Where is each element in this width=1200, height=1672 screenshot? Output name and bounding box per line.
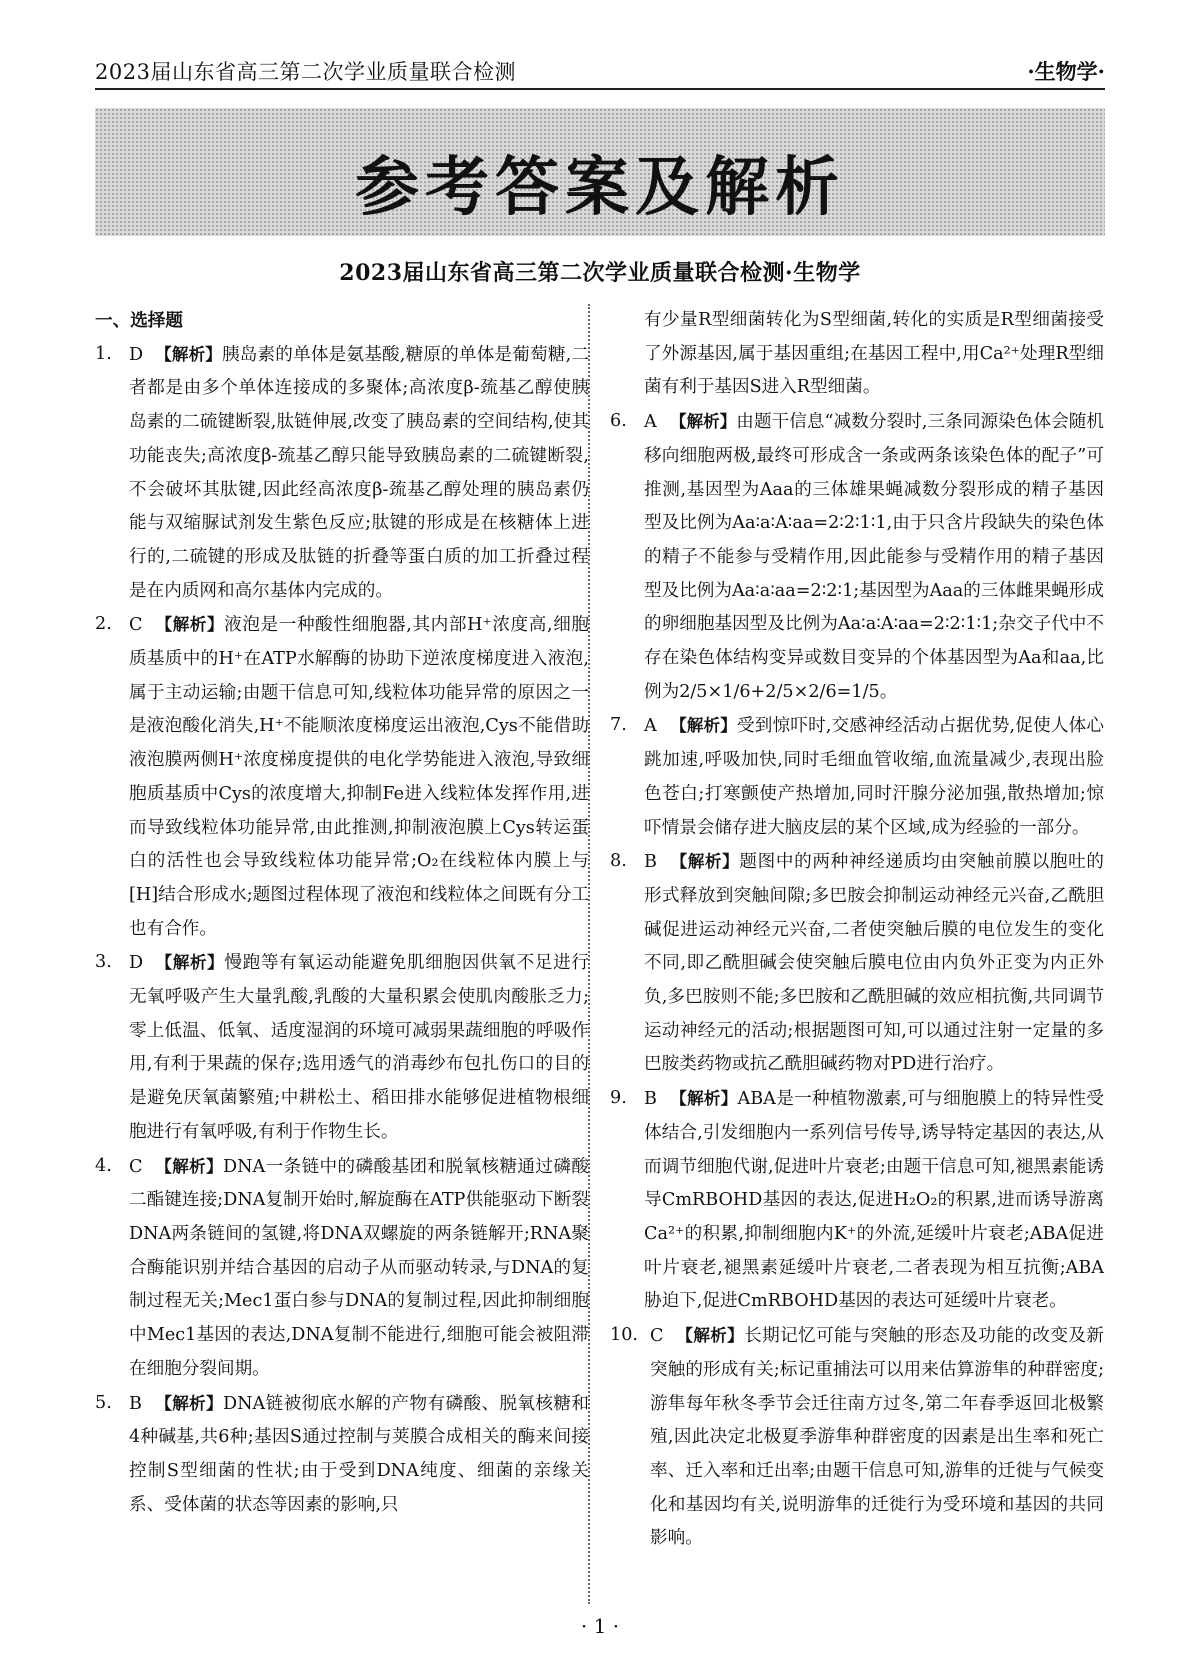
item-answer: D	[129, 344, 144, 365]
analysis-tag: 【解析】	[670, 716, 737, 736]
item-text: 胰岛素的单体是氨基酸,糖原的单体是葡萄糖,二者都是由多个单体连接成的多聚体;高浓度β-巯基乙醇使胰岛素的二硫键断裂,肽链伸展,改变了胰岛素的空间结构,使其功能丧失;高浓度β-巯基乙醇只能导致胰岛素的二硫键断裂,不会破坏其肽键,因此经高浓度β-巯基乙醇处理的胰岛素仍能与双缩脲试剂发生紫色反应;肽键的形成是在核糖体上进行的,二硫键的形成及肽链的折叠等蛋白质的加工折叠过程是在内质网和高尔基体内完成的。	[129, 344, 590, 601]
item-number: 5.	[95, 1392, 112, 1413]
left-column	[95, 304, 589, 1522]
item-text: ABA是一种植物激素,可与细胞膜上的特异性受体结合,引发细胞内一系列信号传导,诱导特定基因的表达,从而调节细胞代谢,促进叶片衰老;由题干信息可知,褪黑素能诱导CmRBOHD基因的表达,促进H₂O₂的积累,进而诱导游离Ca²⁺的积累,抑制细胞内K⁺的外流,延缓叶片衰老;ABA促进叶片衰老,褪黑素延缓叶片衰老,二者表现为相互抗衡;ABA胁迫下,促进CmRBOHD基因的表达可延缓叶片衰老。	[644, 1089, 1105, 1312]
banner-title: 参考答案及解析	[355, 151, 845, 225]
page-header	[95, 52, 1105, 90]
page-number: · 1 ·	[580, 1614, 620, 1638]
item-number: 6.	[610, 411, 627, 432]
analysis-tag: 【解析】	[670, 852, 740, 872]
item-number: 10.	[610, 1325, 638, 1346]
item-answer: C	[129, 1156, 143, 1177]
item-text: 由题干信息“减数分裂时,三条同源染色体会随机移向细胞两极,最终可形成含一条或两条该染色体的配子”可推测,基因型为Aaa的三体雄果蝇减数分裂形成的精子基因型及比例为Aa∶a∶A∶aa=2∶2∶1∶1,由于只含片段缺失的染色体的精子不能参与受精作用,因此能参与受精作用的精子基因型及比例为Aa∶a∶aa=2∶2∶1;基因型为Aaa的三体雌果蝇形成的卵细胞基因型及比例为Aa∶a∶A∶aa=2∶2∶1∶1;杂交子代中不存在染色体结构变异或数目变异的个体基因型为Aa和aa,比例为2/5×1/6+2/5×2/6=1/5。	[644, 412, 1105, 702]
item-text: 慢跑等有氧运动能避免肌细胞因供氧不足进行无氧呼吸产生大量乳酸,乳酸的大量积累会使肌肉酸胀乏力;零上低温、低氧、适度湿润的环境可减弱果蔬细胞的呼吸作用,有利于果蔬的保存;选用透气的消毒纱布包扎伤口的目的是避免厌氧菌繁殖;中耕松土、稻田排水能够促进植物根细胞进行有氧呼吸,有利于作物生长。	[129, 953, 589, 1142]
item-number: 8.	[610, 851, 627, 872]
answer-item-6	[610, 405, 1104, 709]
item-number: 9.	[610, 1088, 627, 1109]
item-number: 4.	[95, 1155, 112, 1176]
item-text: 受到惊吓时,交感神经活动占据优势,促使人体心跳加速,呼吸加快,同时毛细血管收缩,血流量减少,表现出脸色苍白;打寒颤使产热增加,同时汗腺分泌加强,散热增加;惊吓情景会储存进大脑皮层的某个区域,成为经验的一部分。	[644, 716, 1105, 838]
analysis-tag: 【解析】	[670, 1089, 738, 1109]
item-answer: A	[644, 716, 657, 737]
answer-item-1	[95, 338, 589, 609]
item-number: 2.	[95, 614, 112, 635]
answer-item-5	[95, 1387, 589, 1523]
section-heading: 一、选择题	[95, 310, 183, 331]
answer-item-7	[610, 709, 1104, 845]
analysis-tag: 【解析】	[670, 412, 737, 432]
right-column	[610, 304, 1104, 1556]
item-number: 3.	[95, 952, 112, 973]
item-text: 液泡是一种酸性细胞器,其内部H⁺浓度高,细胞质基质中的H⁺在ATP水解酶的协助下逆浓度梯度进入液泡,属于主动运输;由题干信息可知,线粒体功能异常的原因之一是液泡酸化消失,H⁺不能顺浓度梯度运出液泡,Cys不能借助液泡膜两侧H⁺浓度梯度提供的电化学势能进入液泡,导致细胞质基质中Cys的浓度增大,抑制Fe进入线粒体发挥作用,进而导致线粒体功能异常,由此推测,抑制液泡膜上Cys转运蛋白的活性也会导致线粒体功能异常;O₂在线粒体内膜上与[H]结合形成水;题图过程体现了液泡和线粒体之间既有分工也有合作。	[129, 615, 590, 939]
answer-item-5-continued	[610, 304, 1104, 405]
answer-item-8	[610, 845, 1104, 1082]
answer-item-4	[95, 1150, 589, 1387]
item-answer: B	[644, 852, 657, 873]
item-text: 题图中的两种神经递质均由突触前膜以胞吐的形式释放到突触间隙;多巴胺会抑制运动神经元兴奋,乙酰胆碱促进运动神经元兴奋,二者使突触后膜的电位发生的变化不同,即乙酰胆碱会使突触后膜电位由内负外正变为内正外负,多巴胺则不能;多巴胺和乙酰胆碱的效应相抗衡,共同调节运动神经元的活动;根据题图可知,可以通过注射一定量的多巴胺类药物或抗乙酰胆碱药物对PD进行治疗。	[644, 852, 1104, 1075]
analysis-tag: 【解析】	[155, 344, 222, 364]
analysis-tag: 【解析】	[155, 953, 225, 973]
item-answer: A	[644, 412, 657, 433]
item-answer: C	[129, 615, 143, 636]
item-answer: D	[129, 953, 144, 974]
analysis-tag: 【解析】	[155, 1393, 223, 1413]
answer-item-3	[95, 946, 589, 1149]
analysis-tag: 【解析】	[676, 1326, 745, 1346]
analysis-tag: 【解析】	[155, 615, 225, 635]
item-text: DNA一条链中的磷酸基团和脱氧核糖通过磷酸二酯键连接;DNA复制开始时,解旋酶在ATP供能驱动下断裂DNA两条链间的氢键,将DNA双螺旋的两条链解开;RNA聚合酶能识别并结合基因的启动子从而驱动转录,与DNA的复制过程无关;Mec1蛋白参与DNA的复制过程,因此抑制细胞中Mec1基因的表达,DNA复制不能进行,细胞可能会被阻滞在细胞分裂间期。	[129, 1156, 589, 1379]
title-banner	[95, 108, 1105, 236]
item-text-continued: 有少量R型细菌转化为S型细菌,转化的实质是R型细菌接受了外源基因,属于基因重组;在基因工程中,用Ca²⁺处理R型细菌有利于基因S进入R型细菌。	[644, 310, 1104, 398]
answer-item-9	[610, 1082, 1104, 1319]
answer-item-10	[610, 1319, 1104, 1556]
document-subtitle: 2023届山东省高三第二次学业质量联合检测·生物学	[339, 260, 861, 286]
header-exam-title: 2023届山东省高三第二次学业质量联合检测	[95, 60, 516, 84]
item-answer: C	[650, 1326, 664, 1347]
item-text: DNA链被彻底水解的产物有磷酸、脱氧核糖和4种碱基,共6种;基因S通过控制与荚膜合成相关的酶来间接控制S型细菌的性状;由于受到DNA纯度、细菌的亲缘关系、受体菌的状态等因素的影响,只	[129, 1393, 589, 1515]
item-number: 7.	[610, 715, 627, 736]
item-answer: B	[644, 1089, 657, 1110]
analysis-tag: 【解析】	[155, 1156, 223, 1176]
item-text: 长期记忆可能与突触的形态及功能的改变及新突触的形成有关;标记重捕法可以用来估算游隼的种群密度;游隼每年秋冬季节会迁往南方过冬,第二年春季返回北极繁殖,因此决定北极夏季游隼种群密度的因素是出生率和死亡率、迁入率和迁出率;由题干信息可知,游隼的迁徙与气候变化和基因均有关,说明游隼的迁徙行为受环境和基因的共同影响。	[650, 1326, 1104, 1549]
item-number: 1.	[95, 343, 112, 364]
answer-item-2	[95, 608, 589, 946]
header-subject: ·生物学·	[1027, 59, 1105, 84]
item-answer: B	[129, 1393, 142, 1414]
